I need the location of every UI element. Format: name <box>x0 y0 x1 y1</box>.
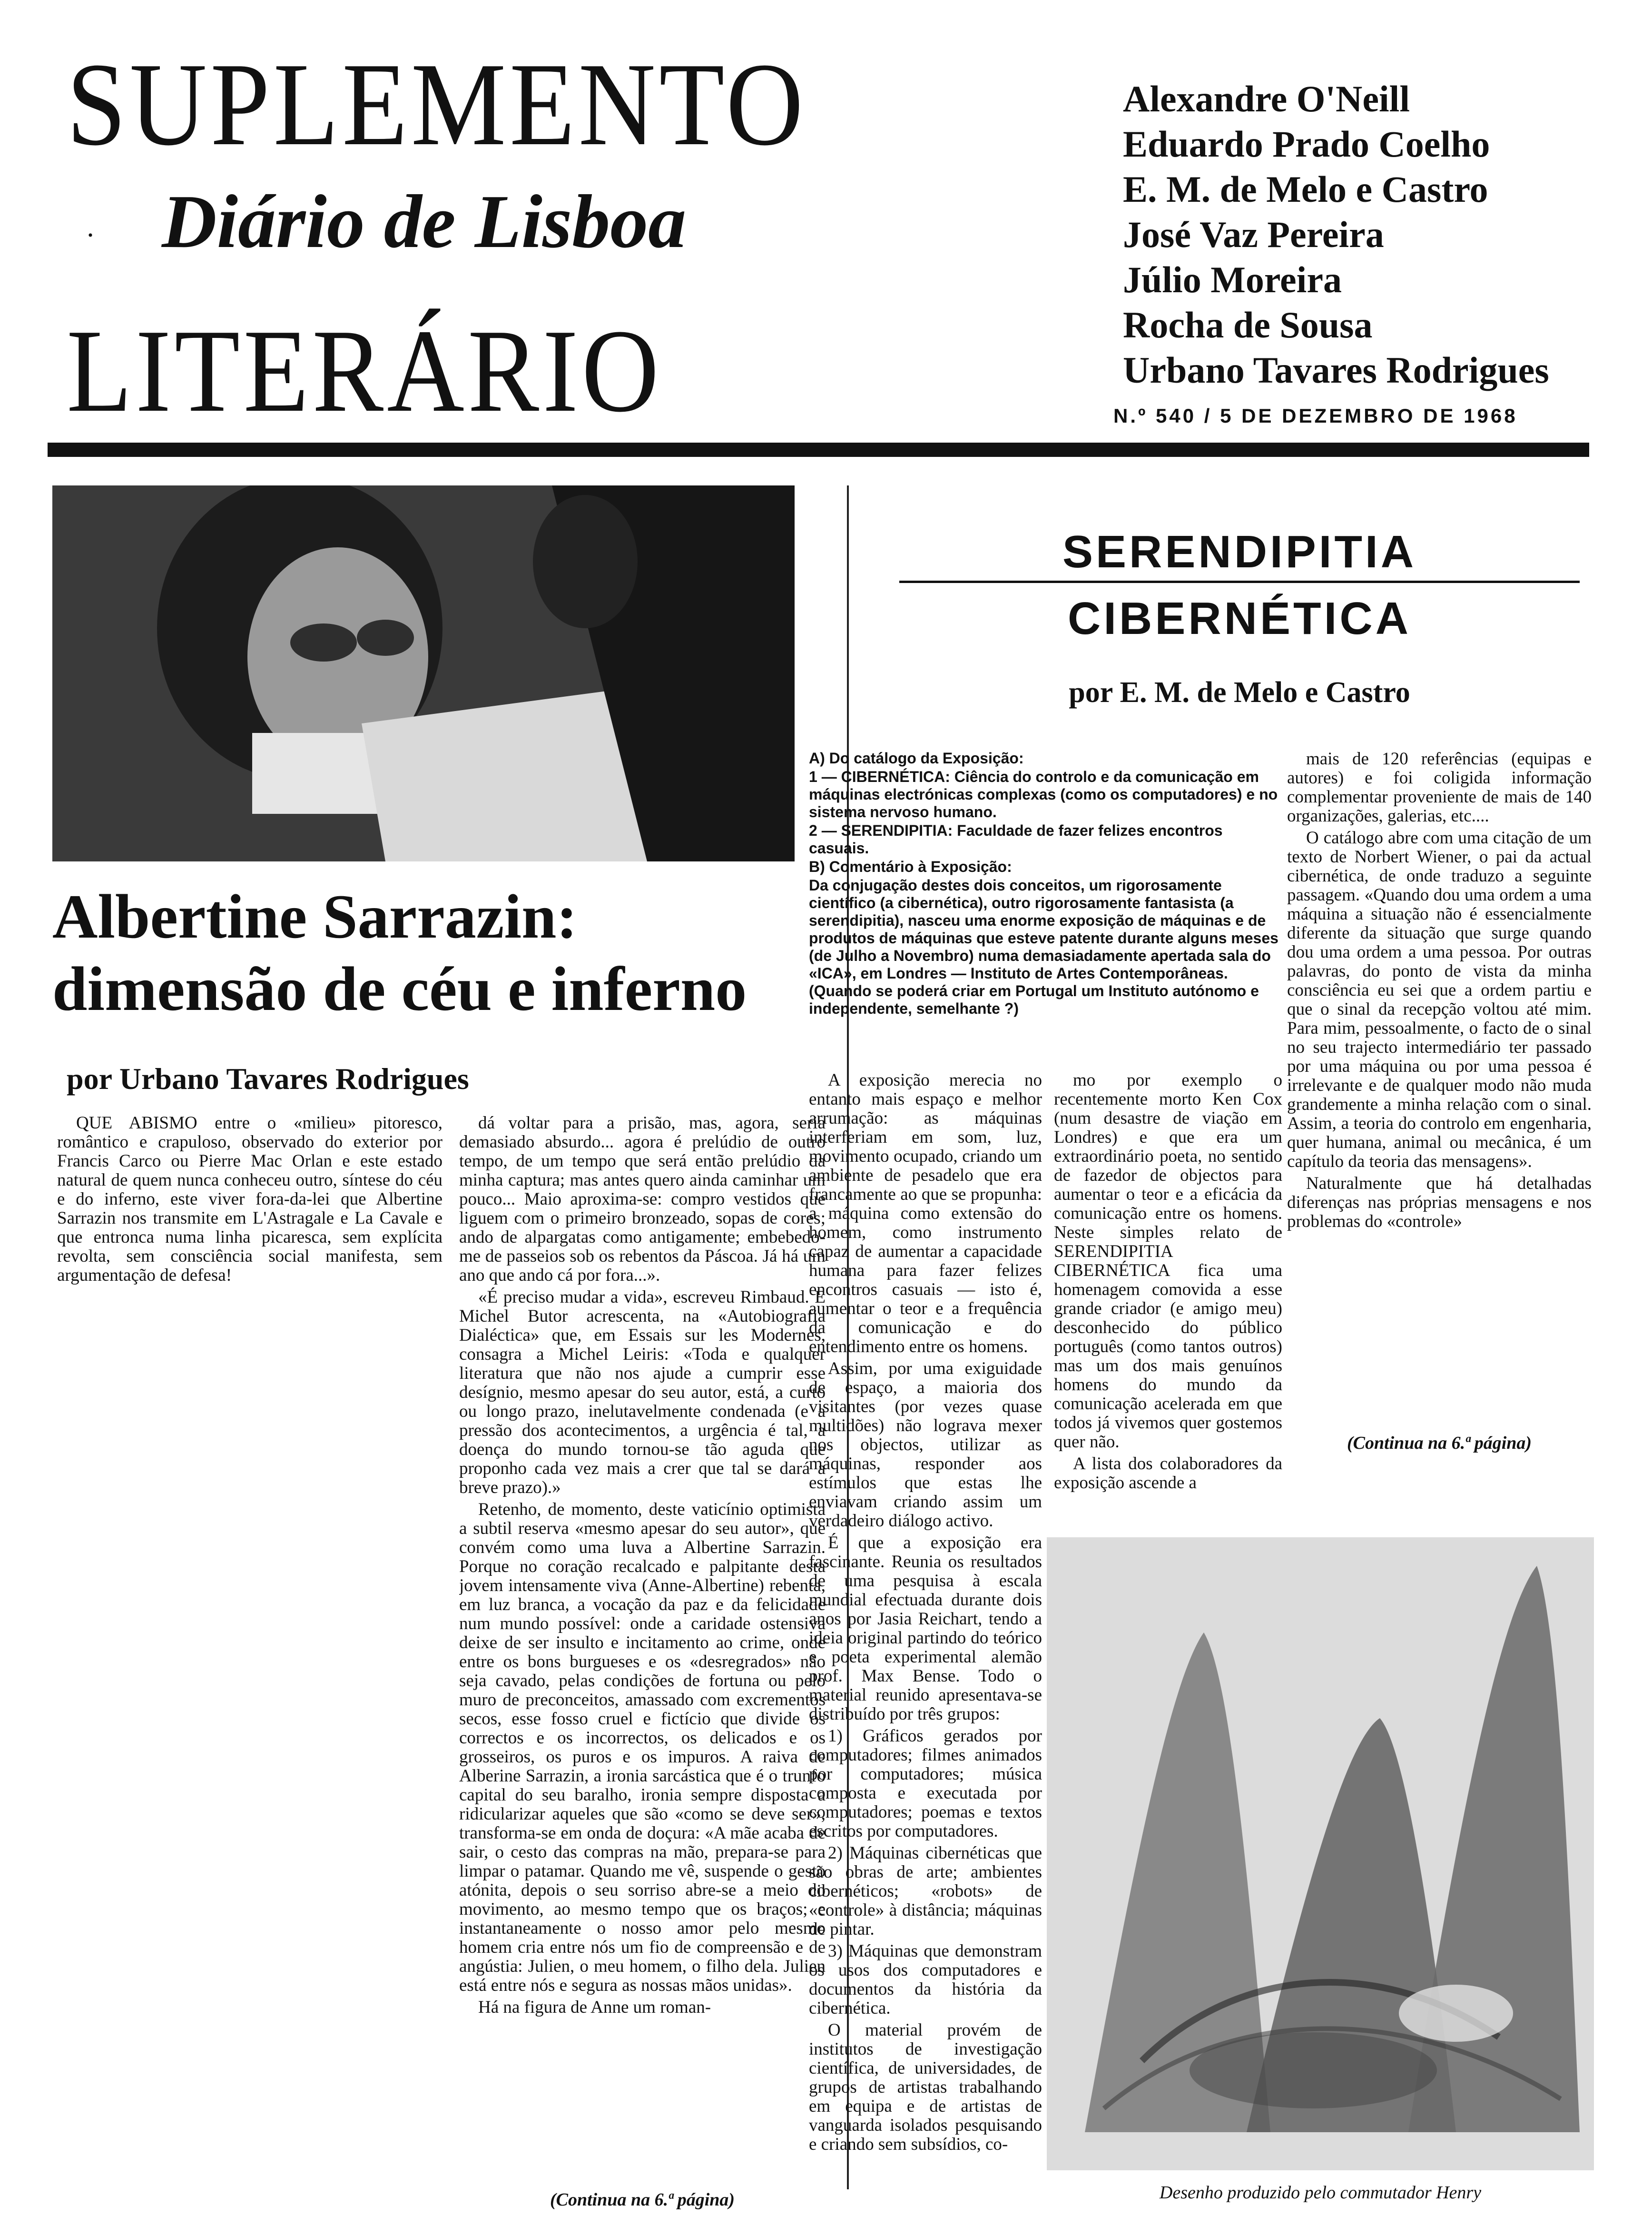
catalog-line: A) Do catálogo da Exposição: <box>809 750 1024 767</box>
byline-right: por E. M. de Melo e Castro <box>1069 676 1410 709</box>
paragraph: dá voltar para a prisão, mas, agora, seria demasiado absurdo... agora é prelúdio de outro tempo, de um tempo que será então prelúdio da minha captura; mas antes quero ainda caminhar um pouco... Maio aproxima-se: compro vestidos que liguem com o primeiro bronzeado, sopas de cores; ando de alpargatas como antigamente; embebedo-me de passeios sob os rebentos da Páscoa. Já há um ano que ando cá por fora...». <box>459 1114 826 1285</box>
paragraph: Retenho, de momento, deste vaticínio optimista a subtil reserva «mesmo apesar do seu autor», que convém como uma luva a Albertine Sarrazin. Porque no coração recalcado e palpitante desta jovem intensamente viva (Anne-Albertine) rebenta, em luz branca, a vocação da paz e da felicidade num mundo possível: onde a caridade ostensiva deixe de ser insulto e incitamento ao crime, onde entre os bons burgueses e os «desregrados» não seja cavado, pelas condições de fortuna ou pelo muro de preconceitos, amassado com excrementos secos, esse fosso cruel e fictício que divide os correctos e os incorrectos, os delicados e os grosseiros, os puros e os impuros. A raiva de Alberine Sarrazin, a ironia sarcástica que é o trunfo capital do seu baralho, ironia sempre disposta a ridicularizar aqueles que são «como se deve ser», transforma-se em onda de doçura: «A mãe acaba de sair, o cesto das compras na mão, prepara-se para limpar o patamar. Quando me vê, suspende o gesto atónita, depois o seu sorriso abre-se a meio do movimento, ao mesmo tempo que os braços; e instantaneamente o nosso amor pelo mesmo homem cria entre nós um fio de compreensão e de angústia: Julien, o meu homem, o filho dela. Julien está entre nós e segura as nossas mãos unidas». <box>459 1500 826 1995</box>
paragraph: mo por exemplo o recentemente morto Ken Cox (num desastre de viação em Londres) e que era um extraordinário poeta, no sentido de fazedor de objectos para aumentar o teor e a eficácia da comunicação entre os homens. Neste simples relato de SERENDIPITIA CIBERNÉTICA fica uma homenagem comovida a esse grande criador (e amigo meu) desconhecido do público português (como tantos outros) mas um dos mais genuínos homens do mundo da comunicação acelerada em que todos já vivemos quer gostemos quer não. <box>1054 1071 1282 1452</box>
contributor-name: Eduardo Prado Coelho <box>1123 123 1490 165</box>
contributor-name: José Vaz Pereira <box>1123 214 1384 255</box>
paragraph: É que a exposição era fascinante. Reunia os resultados de uma pesquisa à escala mundial efectuada durante dois anos por Jasia Reichart, tendo a ideia original partindo do teórico e poeta experimental alemão prof. Max Bense. Todo o material reunido apresentava-se distribuído por três grupos: <box>809 1533 1042 1724</box>
contributor-name: Urbano Tavares Rodrigues <box>1123 349 1549 391</box>
paragraph: 1) Gráficos gerados por computadores; filmes animados por computadores; música composta e executada por computadores; poemas e textos escritos por computadores. <box>809 1726 1042 1841</box>
continuation-note-left: (Continua na 6.ª página) <box>550 2190 735 2210</box>
issue-number-date: N.º 540 / 5 DE DEZEMBRO DE 1968 <box>1113 405 1518 427</box>
continuation-note-right: (Continua na 6.ª página) <box>1347 1433 1532 1453</box>
article-column-left-1 <box>57 1114 442 2199</box>
paragraph: A lista dos colaboradores da exposição ascende a <box>1054 1454 1282 1493</box>
image-caption: Desenho produzido pelo commutador Henry <box>1159 2183 1482 2203</box>
catalog-line: B) Comentário à Exposição: <box>809 858 1012 875</box>
catalog-line: 2 — SERENDIPITIA: Faculdade de fazer felizes encontros casuais. <box>809 822 1223 857</box>
title-line-1: SERENDIPITIA <box>1062 526 1417 577</box>
computer-drawing-image <box>1047 1537 1594 2170</box>
paragraph: Assim, por uma exiguidade de espaço, a maioria dos visitantes (por vezes quase multidões) não lograva mexer nos objectos, utilizar as máquinas, responder aos estímulos que estas lhe enviavam criando assim um verdadeiro diálogo activo. <box>809 1359 1042 1531</box>
masthead-newspaper-name: Diário de Lisboa <box>162 179 687 264</box>
contributors-list <box>1123 76 1599 393</box>
paragraph: Há na figura de Anne um roman- <box>478 1998 711 2017</box>
contributor-name: Alexandre O'Neill <box>1123 78 1410 119</box>
article-column-right-1 <box>809 1071 1042 2175</box>
title-rule <box>899 581 1580 583</box>
article-title-serendipitia <box>895 519 1584 652</box>
paragraph: mais de 120 referências (equipas e autores) e foi coligida informação complementar proveniente de mais de 140 organizações, galerias, etc.... <box>1287 750 1592 826</box>
masthead-rule <box>48 443 1589 457</box>
paragraph: «É preciso mudar a vida», escreveu Rimbaud. E Michel Butor acrescenta, na «Autobiografia Dialéctica» que, em Essais sur les Modernes, consagra a Michel Leiris: «Toda e qualquer literatura que não nos ajude a cumprir esse desígnio, mesmo apesar do seu autor, está, a curto ou longo prazo, inelutavelmente condenada (e a pressão dos acontecimentos, a urgência é tal, a doença do mundo tornou-se tão aguda que proponho cada vez mais a crer que tal se dará a breve prazo).» <box>459 1287 826 1497</box>
title-line-2: CIBERNÉTICA <box>1067 593 1411 644</box>
article-column-left-2 <box>459 1114 826 2185</box>
article-column-right-2 <box>1054 1071 1282 1547</box>
paragraph: Naturalmente que há detalhadas diferenças nas próprias mensagens e nos problemas do «controle» <box>1287 1174 1592 1231</box>
contributor-name: Rocha de Sousa <box>1123 304 1373 346</box>
masthead-suplemento: SUPLEMENTO <box>67 39 807 170</box>
contributor-name: Júlio Moreira <box>1123 259 1342 300</box>
paragraph: QUE ABISMO entre o «milieu» pitoresco, romântico e crapuloso, observado do exterior por Francis Carco ou Pierre Mac Orlan e este estado natural de quem nunca conheceu outro, síntese do céu e do inferno, este viver fora-da-lei que Albertine Sarrazin nos transmite em L'Astragale e La Cavale e que entronca numa linha picaresca, sem explícita revolta, sem consciência social manifesta, sem argumentação de defesa! <box>57 1114 442 1285</box>
catalog-intro <box>809 750 1285 1019</box>
paragraph: O catálogo abre com uma citação de um texto de Norbert Wiener, o pai da actual cibernética, de onde traduzo a seguinte passagem. «Quando dou uma ordem a uma máquina a situação não é essencialmente diferente da situação que surge quando dou uma ordem a uma pessoa. Por outras palavras, do ponto de vista da minha consciência eu sei que a ordem partiu e que o sinal da recepção voltou até mim. Para mim, pessoalmente, o facto de o sinal no seu trajecto intermediário ter passado por uma máquina ou por uma pessoa é irrelevante e de qualquer modo não muda grandemente a minha relação com o sinal. Assim, a teoria do controlo em engenharia, quer humana, animal ou mecânica, é um capítulo da teoria das mensagens». <box>1287 828 1592 1171</box>
paragraph: 3) Máquinas que demonstram os usos dos computadores e documentos da história da cibernética. <box>809 1941 1042 2018</box>
masthead-literario: LITERÁRIO <box>67 305 663 437</box>
article-column-right-3 <box>1287 750 1592 1425</box>
byline-left: por Urbano Tavares Rodrigues <box>67 1062 469 1096</box>
catalog-line: Da conjugação destes dois conceitos, um rigorosamente científico (a cibernética), outro rigorosamente fantasista (a serendipitia), nasceu uma enorme exposição de máquinas e de produtos de máquinas que esteve patente durante alguns meses (de Julho a Novembro) numa demasiadamente apertada sala do «ICA», em Londres — Instituto de Artes Contemporâneas. (Quando se poderá criar em Portugal um Instituto autónomo e independente, semelhante ?) <box>809 877 1278 1017</box>
masthead-bullet: · <box>86 219 95 251</box>
catalog-line: 1 — CIBERNÉTICA: Ciência do controlo e da comunicação em máquinas electrónicas complexas (como os computadores) e no sistema nervoso humano. <box>809 768 1278 821</box>
contributor-name: E. M. de Melo e Castro <box>1123 168 1488 210</box>
author-photo <box>52 485 795 861</box>
paragraph: 2) Máquinas cibernéticas que são obras de arte; ambientes cibernéticos; «robots» de «controle» à distância; máquinas de pintar. <box>809 1843 1042 1939</box>
paragraph: A exposição merecia no entanto mais espaço e melhor arrumação: as máquinas interferiam em som, luz, movimento ocupado, criando um ambiente de pesadelo que era francamente ao que se propunha: a máquina como extensão do homem, como instrumento capaz de aumentar a capacidade humana para fazer felizes encontros casuais — isto é, aumentar o teor e a frequência da comunicação e do entendimento entre os homens. <box>809 1071 1042 1356</box>
paragraph: O material provém de institutos de investigação científica, de universidades, de grupos de artistas trabalhando em equipa e de artistas de vanguarda isolados pesquisando e criando sem subsídios, co- <box>809 2020 1042 2154</box>
article-title-albertine: Albertine Sarrazin: dimensão de céu e inferno <box>52 881 747 1024</box>
